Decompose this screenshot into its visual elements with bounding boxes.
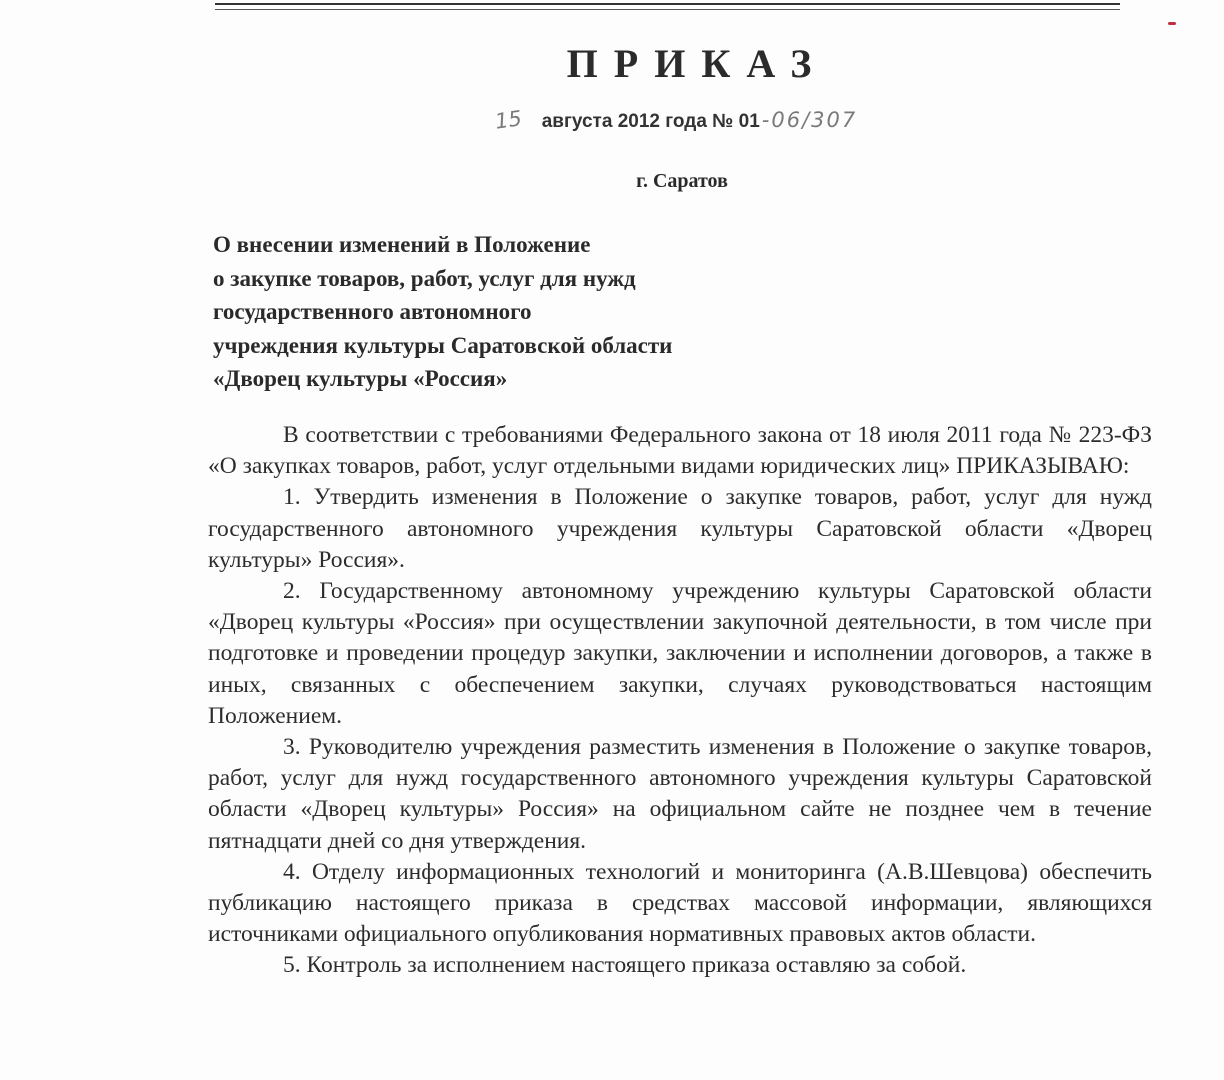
printed-date: августа 2012 года № 01: [541, 111, 760, 132]
handwritten-number: -06/307: [761, 108, 858, 132]
city: г. Саратов: [636, 170, 728, 192]
subject-line: О внесении изменений в Положение: [213, 232, 591, 257]
subject-line: государственного автономного: [213, 299, 532, 324]
preamble-paragraph: В соответствии с требованиями Федерального закона от 18 июля 2011 года № 223-ФЗ «О закупках товаров, работ, услуг отдельными видами юридических лиц» ПРИКАЗЫВАЮ:: [208, 422, 1152, 480]
red-ink-mark: [1168, 22, 1176, 25]
document-body: [208, 420, 1152, 982]
order-item-3: 3. Руководителю учреждения разместить изменения в Положение о закупке товаров, работ, услуг для нужд государственного автономного учреждения культуры Саратовской области «Дворец культуры» Россия» на официальном сайте не позднее чем в течение пятнадцати дней со дня утверждения.: [208, 734, 1152, 854]
order-item-2: 2. Государственному автономному учреждению культуры Саратовской области «Дворец культуры «Россия» при осуществлении закупочной деятельности, в том числе при подготовке и проведении процедур закупки, заключении и исполнении договоров, а также в иных, связанных с обеспечением закупки, случаях руководствоваться настоящим Положением.: [208, 578, 1152, 729]
subject-line: о закупке товаров, работ, услуг для нужд: [213, 265, 636, 291]
header-rule: [215, 3, 1120, 5]
order-item-5: 5. Контроль за исполнением настоящего приказа оставляю за собой.: [283, 952, 967, 979]
subject-block: [213, 228, 672, 396]
header-rule-thin: [215, 9, 1120, 10]
subject-line: «Дворец культуры «Россия»: [213, 366, 508, 391]
subject-line: учреждения культуры Саратовской области: [213, 332, 673, 358]
order-item-4: 4. Отделу информационных технологий и мониторинга (А.В.Шевцова) обеспечить публикацию настоящего приказа в средствах массовой информации, являющихся источниками официального опубликования нормативных правовых актов области.: [208, 858, 1152, 948]
order-item-1: 1. Утвердить изменения в Положение о закупке товаров, работ, услуг для нужд государственного автономного учреждения культуры Саратовской области «Дворец культуры» Россия».: [208, 484, 1152, 573]
date-line: [495, 108, 857, 133]
document-title: ПРИКАЗ: [566, 41, 828, 86]
handwritten-day: 15: [493, 106, 524, 134]
